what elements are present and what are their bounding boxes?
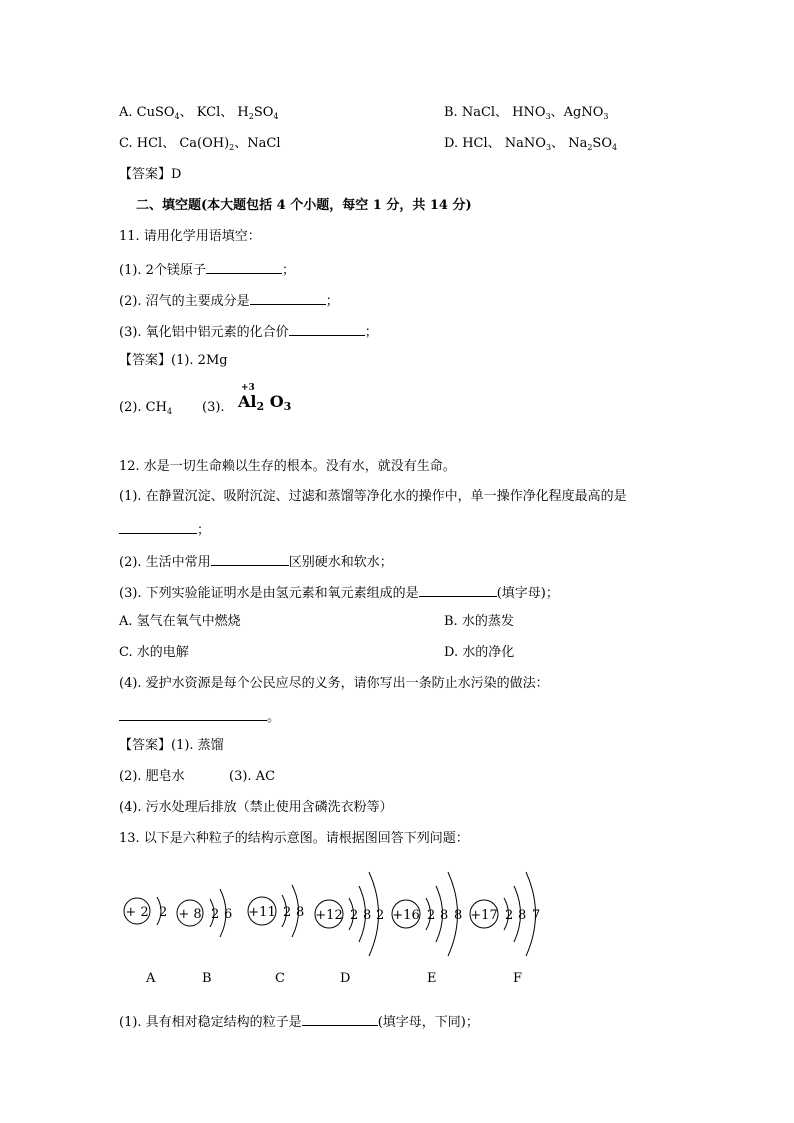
question-12-part1-end	[119, 519, 210, 540]
option-d-text: 、 Na	[551, 136, 588, 151]
option-b	[444, 104, 609, 126]
atom-diagram-e	[391, 866, 481, 960]
option-d-text: D. HCl、 NaNO	[444, 136, 546, 151]
atom-diagram-b	[176, 884, 256, 948]
option-a: A. 氢气在氧气中燃烧	[119, 614, 241, 629]
subscript: 2	[256, 400, 265, 413]
answer-q10: 【答案】D	[119, 167, 182, 182]
nucleus-charge: +12	[315, 908, 343, 923]
option-c-text: C. HCl、 Ca(OH)	[119, 136, 230, 151]
atom-diagram-e-svg	[391, 866, 481, 956]
question-13-stem: 13. 以下是六种粒子的结构示意图。请根据图回答下列问题：	[119, 831, 469, 846]
shell-electrons: 8	[518, 908, 527, 923]
subscript: 3	[545, 143, 552, 152]
subscript: 3	[283, 400, 292, 413]
subscript: 3	[545, 112, 551, 121]
option-c	[119, 135, 281, 157]
shell-electrons: 2	[376, 908, 385, 923]
option-c-text: 、NaCl	[234, 136, 281, 151]
option-b-text: B. NaCl、 HNO	[444, 105, 546, 120]
answer-blank[interactable]	[119, 706, 267, 721]
subscript: 3	[603, 112, 609, 121]
answer-blank[interactable]	[302, 1011, 378, 1026]
answer-q11-line2	[119, 399, 172, 421]
option-b: B. 水的蒸发	[444, 614, 514, 629]
option-b-text: 、AgNO	[550, 105, 604, 120]
subscript: 2	[248, 112, 254, 121]
punctuation: ；	[197, 523, 211, 538]
atom-label-a: A	[146, 971, 156, 986]
punctuation: 。	[267, 710, 281, 725]
answer-q12-line4: (4). 污水处理后排放（禁止使用含磷洗衣粉等）	[119, 800, 393, 815]
answer-blank[interactable]	[119, 519, 197, 534]
nucleus-charge: + 8	[178, 907, 202, 922]
part-text: (3). 氧化铝中铝元素的化合价	[119, 325, 289, 340]
answer-blank[interactable]	[211, 551, 289, 566]
answer-q12-line1: 【答案】(1). 蒸馏	[119, 738, 224, 753]
punctuation: ；	[364, 325, 378, 340]
shell-electrons: 2	[505, 908, 514, 923]
atom-diagram-b-svg	[176, 884, 256, 944]
part-text: (1). 2个镁原子	[119, 263, 206, 278]
nucleus-charge: +11	[248, 905, 276, 920]
question-12-part1: (1). 在静置沉淀、吸附沉淀、过滤和蒸馏等净化水的操作中，单一操作净化程度最高的是	[119, 489, 627, 504]
answer-blank[interactable]	[206, 259, 282, 274]
punctuation: ；	[281, 263, 295, 278]
atom-label-c: C	[275, 971, 285, 986]
formula-symbol: Al	[238, 392, 257, 411]
question-11-part1	[119, 259, 295, 280]
atom-label-e: E	[427, 971, 437, 986]
answer-q11-part3: (3).	[202, 400, 225, 415]
shell-electrons: 8	[363, 908, 372, 923]
answer-q12-line2: (2). 肥皂水	[119, 769, 185, 784]
shell-electrons: 2	[283, 905, 292, 920]
question-11-stem: 11. 请用化学用语填空：	[119, 229, 261, 244]
part-text: (1). 具有相对稳定结构的粒子是	[119, 1015, 302, 1030]
subscript: 4	[612, 143, 618, 152]
option-a-text: SO	[253, 105, 274, 120]
question-12-part4: (4). 爱护水资源是每个公民应尽的义务，请你写出一条防止水污染的做法：	[119, 676, 549, 691]
atom-diagram-a	[123, 893, 183, 937]
shell-electrons: 2	[211, 907, 220, 922]
option-a	[119, 104, 278, 126]
question-12-part4-end	[119, 706, 280, 727]
option-c: C. 水的电解	[119, 645, 189, 660]
subscript: 4	[174, 112, 180, 121]
shell-electrons: 2	[159, 905, 168, 920]
shell-electrons: 7	[532, 908, 541, 923]
option-a-text: 、 KCl、 H	[179, 105, 249, 120]
part-text: (填字母)；	[496, 586, 559, 601]
question-11-part2	[119, 290, 339, 311]
punctuation: ；	[325, 294, 339, 309]
option-d: D. 水的净化	[444, 645, 515, 660]
shell-electrons: 8	[454, 908, 463, 923]
shell-electrons: 2	[427, 908, 436, 923]
question-12-stem: 12. 水是一切生命赖以生存的根本。没有水，就没有生命。	[119, 459, 456, 474]
answer-blank[interactable]	[289, 321, 365, 336]
part-text: (2). 沼气的主要成分是	[119, 294, 250, 309]
answer-blank[interactable]	[419, 582, 497, 597]
subscript: 2	[229, 143, 235, 152]
question-12-part2	[119, 551, 393, 572]
answer-q11-line1: 【答案】(1). 2Mg	[119, 353, 228, 368]
atom-label-b: B	[202, 971, 212, 986]
subscript: 4	[273, 112, 279, 121]
nucleus-charge: +16	[392, 908, 420, 923]
question-11-part3	[119, 321, 378, 342]
option-a-text: A. CuSO	[119, 105, 175, 120]
part-text: (2). 生活中常用	[119, 555, 211, 570]
part-text: 区别硬水和软水；	[288, 555, 393, 570]
atom-diagram-f	[469, 866, 559, 960]
atom-diagram-a-svg	[123, 893, 183, 933]
subscript: 2	[587, 143, 593, 152]
question-12-part3	[119, 582, 559, 603]
part-text: (3). 下列实验能证明水是由氢元素和氧元素组成的是	[119, 586, 419, 601]
part-text: (填字母，下同)；	[377, 1015, 479, 1030]
option-d	[444, 135, 617, 157]
formula-symbol: O	[269, 392, 284, 411]
section-title: 二、填空题(本大题包括 4 个小题，每空 1 分，共 14 分)	[136, 198, 472, 213]
option-d-text: SO	[592, 136, 612, 151]
answer-blank[interactable]	[250, 290, 326, 305]
atom-diagram-f-svg	[469, 866, 559, 956]
nucleus-charge: +17	[470, 908, 498, 923]
answer-q12-part3: (3). AC	[229, 769, 276, 784]
valence-mark: +3	[241, 383, 255, 393]
answer-text: (2). CH	[119, 400, 167, 415]
question-13-part1	[119, 1011, 479, 1032]
subscript: 4	[166, 407, 173, 416]
nucleus-charge: + 2	[125, 905, 149, 920]
shell-electrons: 8	[296, 905, 305, 920]
atom-label-f: F	[513, 971, 523, 986]
shell-electrons: 8	[440, 908, 449, 923]
shell-electrons: 2	[350, 908, 359, 923]
shell-electrons: 6	[224, 907, 233, 922]
atom-label-d: D	[340, 971, 351, 986]
